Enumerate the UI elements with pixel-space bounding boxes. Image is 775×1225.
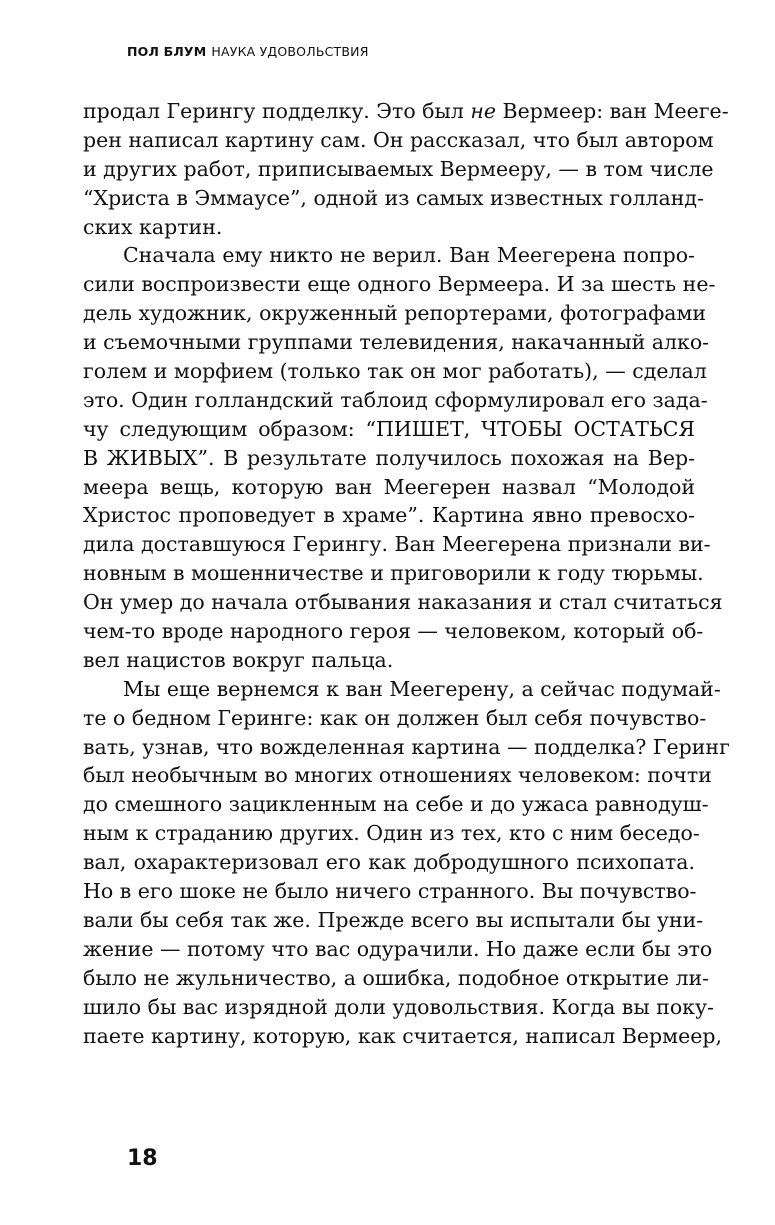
text-line: голем и морфием (только так он мог работать), — сделал [83,359,707,384]
emphasis-text: не [470,99,497,123]
text-line: жение — потому что вас одурачили. Но даже если бы это [83,936,713,961]
text-line: Мы еще вернемся к ван Меегерену, а сейчас подумай- [123,676,721,701]
text-line: чем-то вроде народного героя — человеком, который об- [83,619,704,644]
running-head-author: ПОЛ БЛУМ [127,44,207,59]
running-head [127,44,369,59]
text-line: вать, узнав, что вожделенная картина — подделка? Геринг [83,734,730,759]
body-text [83,97,730,1050]
text-line: меера вещь, которую ван Меегерен назвал “Молодой [83,474,695,499]
text-line: шило бы вас изрядной доли удовольствия. Когда вы поку- [83,994,714,1019]
page-number: 18 [127,1146,158,1171]
text-line: Но в его шоке не было ничего странного. Вы почувство- [83,879,697,904]
text-line: до смешного зацикленным на себе и до ужаса равнодуш- [83,792,709,817]
text-line: и съемочными группами телевидения, накачанный алко- [83,330,710,355]
text-line: “Христа в Эммаусе”, одной из самых известных голланд- [83,185,704,210]
text-line: было не жульничество, а ошибка, подобное открытие ли- [83,965,710,990]
text-line: дель художник, окруженный репортерами, фотографами [83,301,707,326]
text-line: сили воспроизвести еще одного Вермеера. И за шесть не- [83,272,716,297]
text-line: это. Один голландский таблоид сформулировал его зада- [83,387,708,412]
text-line [83,97,729,126]
text-line: те о бедном Геринге: как он должен был себя почувство- [83,705,707,730]
text-line: вал, охарактеризовал его как добродушного психопата. [83,850,695,875]
text-line: чу следующим образом: “ПИШЕТ, ЧТОБЫ ОСТАТЬСЯ [83,416,695,441]
text-line: Он умер до начала отбывания наказания и стал считаться [83,590,723,615]
text-line: В ЖИВЫХ”. В результате получилось похожая на Вер- [83,445,695,470]
text-line: ских картин. [83,214,223,239]
text-line: Сначала ему никто не верил. Ван Меегерена попро- [123,243,695,268]
text-line: был необычным во многих отношениях человеком: почти [83,763,712,788]
text-line: вали бы себя так же. Прежде всего вы испытали бы уни- [83,907,704,932]
text-segment: Вермеер: ван Мееге- [496,99,729,123]
text-line: вел нацистов вокруг пальца. [83,647,394,672]
text-line: рен написал картину сам. Он рассказал, что был автором [83,127,714,152]
text-line: дила доставшуюся Герингу. Ван Меегерена признали ви- [83,532,711,557]
text-line: и других работ, приписываемых Вермееру, — в том числе [83,156,714,181]
text-line: новным в мошенничестве и приговорили к году тюрьмы. [83,561,704,586]
text-segment: продал Герингу подделку. Это был [83,99,471,123]
text-line: паете картину, которую, как считается, написал Вермеер, [83,1023,722,1048]
text-line: Христос проповедует в храме”. Картина явно превосхо- [83,503,695,528]
running-head-book-title: НАУКА УДОВОЛЬСТВИЯ [211,44,369,59]
text-line: ным к страданию других. Один из тех, кто с ним беседо- [83,821,700,846]
